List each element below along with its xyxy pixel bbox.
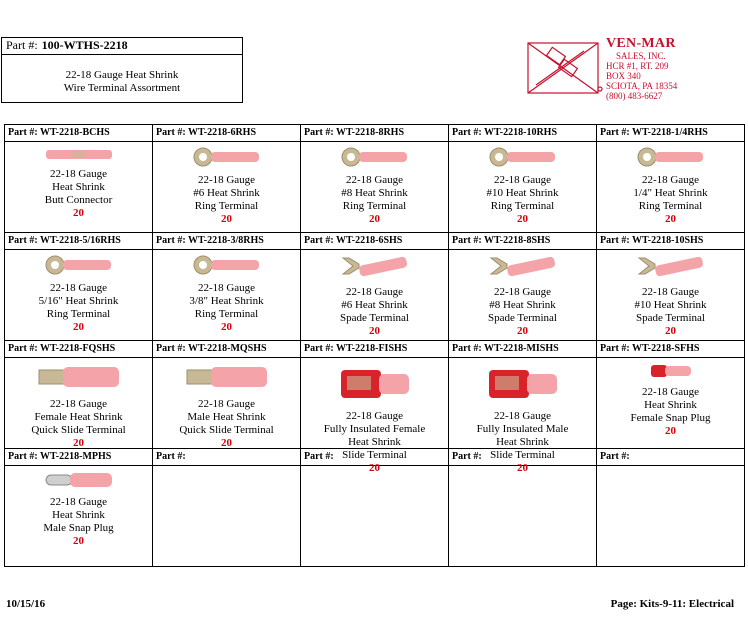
product-cell [301, 125, 449, 233]
cell-quantity: 20 [665, 325, 676, 337]
cell-body [301, 254, 448, 340]
cell-desc-line: 22-18 Gauge [49, 398, 108, 410]
cell-quantity: 20 [517, 462, 528, 474]
cell-desc-line: 22-18 Gauge [49, 282, 108, 294]
cell-part-number: Part #: WT-2218-8RHS [301, 125, 448, 142]
cell-desc-line: Ring Terminal [342, 200, 407, 212]
product-cell [449, 341, 597, 474]
cell-body [153, 466, 300, 562]
cell-part-number: Part #: WT-2218-FQSHS [5, 341, 152, 358]
cell-part-number: Part #: WT-2218-BCHS [5, 125, 152, 142]
spade-terminal-icon [449, 254, 596, 284]
product-cell [5, 125, 153, 233]
product-cell [597, 449, 745, 567]
cell-desc-line: 22-18 Gauge [49, 496, 108, 508]
cell-part-number: Part #: WT-2218-6RHS [153, 125, 300, 142]
ring-terminal-icon [153, 146, 300, 172]
cell-desc-line: #6 Heat Shrink [193, 187, 260, 199]
logo-line5: (800) 483-6627 [606, 91, 663, 101]
product-cell [449, 233, 597, 341]
header-part-row [2, 38, 242, 55]
cell-quantity: 20 [665, 213, 676, 225]
cell-desc-line: Ring Terminal [638, 200, 703, 212]
cell-desc-line: Butt Connector [44, 194, 113, 206]
cell-desc-line: Ring Terminal [490, 200, 555, 212]
cell-desc-line: 22-18 Gauge [197, 174, 256, 186]
cell-quantity: 20 [221, 321, 232, 333]
cell-desc-line: 22-18 Gauge [493, 286, 552, 298]
cell-quantity: 20 [517, 213, 528, 225]
cell-desc-line: 22-18 Gauge [197, 282, 256, 294]
product-grid [4, 124, 745, 567]
cell-desc-line: Quick Slide Terminal [31, 424, 126, 436]
product-cell [597, 341, 745, 449]
cell-body [5, 254, 152, 340]
cell-quantity: 20 [369, 213, 380, 225]
cell-desc-line: Male Heat Shrink [187, 411, 266, 423]
cell-desc-line: Heat Shrink [52, 509, 105, 521]
product-cell [301, 449, 449, 567]
cell-desc-line: Heat Shrink [348, 436, 401, 448]
cell-body [449, 254, 596, 340]
product-cell [5, 233, 153, 341]
logo-line1: SALES, INC. [616, 51, 666, 61]
logo-line3: BOX 340 [606, 71, 641, 81]
cell-part-number: Part #: [449, 449, 596, 466]
cell-part-number: Part #: WT-2218-1/4RHS [597, 125, 744, 142]
product-cell [597, 125, 745, 233]
cell-desc-line: #10 Heat Shrink [634, 299, 707, 311]
cell-desc-line: 22-18 Gauge [641, 174, 700, 186]
cell-part-number: Part #: [597, 449, 744, 466]
grid-row [5, 233, 745, 341]
cell-body [597, 254, 744, 340]
cell-quantity: 20 [221, 213, 232, 225]
product-cell [597, 233, 745, 341]
cell-desc-line: Female Heat Shrink [34, 411, 123, 423]
cell-desc-line: Spade Terminal [340, 312, 409, 324]
product-cell [5, 341, 153, 449]
cell-desc-line: 22-18 Gauge [197, 398, 256, 410]
header-desc-line2: Wire Terminal Assortment [63, 82, 181, 94]
header-description [2, 55, 242, 95]
cell-quantity: 20 [73, 535, 84, 547]
cell-desc-line: Ring Terminal [194, 308, 259, 320]
cell-desc-line: 1/4" Heat Shrink [633, 187, 708, 199]
male-quick-slide-icon [153, 362, 300, 396]
product-cell [153, 449, 301, 567]
footer-date: 10/15/16 [6, 598, 46, 610]
cell-desc-line: 5/16" Heat Shrink [38, 295, 119, 307]
cell-body [449, 146, 596, 232]
ring-terminal-icon [597, 146, 744, 172]
cell-part-number: Part #: WT-2218-8SHS [449, 233, 596, 250]
cell-quantity: 20 [73, 437, 84, 449]
male-snap-plug-icon [5, 470, 152, 494]
grid-row [5, 125, 745, 233]
cell-quantity: 20 [73, 321, 84, 333]
cell-desc-line: Slide Terminal [490, 449, 555, 461]
cell-quantity: 20 [665, 425, 676, 437]
cell-desc-line: #10 Heat Shrink [486, 187, 559, 199]
cell-quantity: 20 [517, 325, 528, 337]
cell-desc-line: 22-18 Gauge [49, 168, 108, 180]
insulated-female-slide-icon [301, 362, 448, 408]
cell-desc-line: #8 Heat Shrink [489, 299, 556, 311]
product-cell [153, 341, 301, 449]
product-cell [153, 233, 301, 341]
cell-part-number: Part #: WT-2218-5/16RHS [5, 233, 152, 250]
cell-body [597, 466, 744, 562]
cell-part-number: Part #: WT-2218-MQSHS [153, 341, 300, 358]
cell-desc-line: Quick Slide Terminal [179, 424, 274, 436]
ring-terminal-icon [449, 146, 596, 172]
cell-desc-line: Heat Shrink [644, 399, 697, 411]
cell-desc-line: Heat Shrink [496, 436, 549, 448]
cell-desc-line: Slide Terminal [342, 449, 407, 461]
header-part-number: 100-WTHS-2218 [41, 38, 128, 52]
cell-part-number: Part #: WT-2218-10SHS [597, 233, 744, 250]
grid-row [5, 449, 745, 567]
header-part-label: Part #: [6, 38, 38, 52]
cell-quantity: 20 [369, 462, 380, 474]
ring-terminal-icon [301, 146, 448, 172]
cell-body [153, 146, 300, 232]
logo-brand: VEN-MAR [606, 36, 676, 51]
insulated-male-slide-icon [449, 362, 596, 408]
female-quick-slide-icon [5, 362, 152, 396]
grid-row [5, 341, 745, 449]
cell-quantity: 20 [73, 207, 84, 219]
cell-desc-line: Male Snap Plug [43, 522, 114, 534]
ring-terminal-icon [5, 254, 152, 280]
ring-terminal-icon [153, 254, 300, 280]
product-cell [5, 449, 153, 567]
header-box [1, 37, 243, 103]
cell-desc-line: Heat Shrink [52, 181, 105, 193]
butt-connector-icon [5, 146, 152, 166]
product-cell [153, 125, 301, 233]
header-desc-line1: 22-18 Gauge Heat Shrink [65, 69, 179, 81]
logo-line2: HCR #1, RT. 209 [606, 61, 669, 71]
female-snap-plug-icon [597, 362, 744, 384]
cell-part-number: Part #: [301, 449, 448, 466]
cell-part-number: Part #: WT-2218-FISHS [301, 341, 448, 358]
cell-desc-line: Female Snap Plug [630, 412, 711, 424]
cell-body [5, 470, 152, 566]
cell-quantity: 20 [221, 437, 232, 449]
footer-page: Page: Kits-9-11: Electrical [610, 598, 734, 610]
cell-quantity: 20 [369, 325, 380, 337]
cell-desc-line: #8 Heat Shrink [341, 187, 408, 199]
product-cell [301, 341, 449, 474]
cell-desc-line: 22-18 Gauge [345, 286, 404, 298]
cell-body [153, 254, 300, 340]
cell-desc-line: 22-18 Gauge [345, 410, 404, 422]
cell-desc-line: Ring Terminal [46, 308, 111, 320]
product-cell [449, 449, 597, 567]
cell-desc-line: Fully Insulated Male [476, 423, 569, 435]
spade-terminal-icon [597, 254, 744, 284]
cell-desc-line: 3/8" Heat Shrink [189, 295, 264, 307]
cell-part-number: Part #: [153, 449, 300, 466]
cell-body [597, 146, 744, 232]
cell-desc-line: 22-18 Gauge [641, 386, 700, 398]
cell-desc-line: 22-18 Gauge [493, 174, 552, 186]
cell-desc-line: Ring Terminal [194, 200, 259, 212]
cell-part-number: Part #: WT-2218-SFHS [597, 341, 744, 358]
cell-desc-line: #6 Heat Shrink [341, 299, 408, 311]
cell-part-number: Part #: WT-2218-6SHS [301, 233, 448, 250]
cell-desc-line: Spade Terminal [488, 312, 557, 324]
logo-line4: SCIOTA, PA 18354 [606, 81, 678, 91]
cell-body [153, 362, 300, 448]
cell-body [5, 146, 152, 232]
cell-desc-line: Fully Insulated Female [323, 423, 426, 435]
spade-terminal-icon [301, 254, 448, 284]
cell-part-number: Part #: WT-2218-MISHS [449, 341, 596, 358]
cell-body [597, 362, 744, 448]
cell-desc-line: 22-18 Gauge [345, 174, 404, 186]
product-cell [301, 233, 449, 341]
cell-body [449, 466, 596, 562]
logo-text [606, 37, 677, 101]
cell-part-number: Part #: WT-2218-10RHS [449, 125, 596, 142]
cell-desc-line: Spade Terminal [636, 312, 705, 324]
cell-desc-line: 22-18 Gauge [493, 410, 552, 422]
cell-part-number: Part #: WT-2218-3/8RHS [153, 233, 300, 250]
cell-body [5, 362, 152, 448]
cell-desc-line: 22-18 Gauge [641, 286, 700, 298]
product-cell [449, 125, 597, 233]
cell-body [301, 466, 448, 562]
cell-body [301, 146, 448, 232]
cell-part-number: Part #: WT-2218-MPHS [5, 449, 152, 466]
